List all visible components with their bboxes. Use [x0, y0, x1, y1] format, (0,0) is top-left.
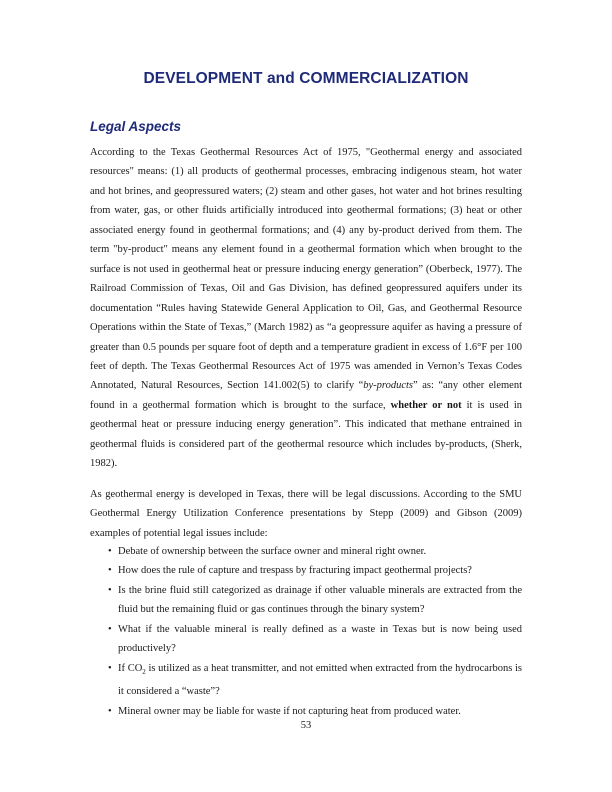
bullet-icon: • [108, 584, 112, 596]
subscript-text: 2 [142, 667, 146, 676]
legal-issues-list [90, 542, 522, 721]
list-item [90, 702, 522, 721]
section-heading: Legal Aspects [90, 119, 182, 134]
bullet-icon: • [108, 623, 112, 635]
paragraph-legal-discussions: As geothermal energy is developed in Texas, there will be legal discussions. According to the SMU Geothermal Energy Utilization Conference presentations by Stepp (2009) and Gibson (2009) examples of potential legal issues include: [90, 489, 522, 539]
list-item [90, 561, 522, 580]
page-title: DEVELOPMENT and COMMERCIALIZATION [143, 70, 469, 87]
bold-phrase: whether or not [390, 399, 462, 411]
list-item-text: What if the valuable mineral is really defined as a waste in Texas but is now being used productively? [118, 623, 522, 655]
bullet-icon: • [108, 705, 112, 717]
list-item [90, 620, 522, 659]
italic-term: by-products [363, 380, 414, 392]
list-item-text: Mineral owner may be liable for waste if not capturing heat from produced water. [118, 705, 461, 717]
list-item [90, 581, 522, 620]
list-item-text: Debate of ownership between the surface owner and mineral right owner. [118, 546, 427, 557]
list-item-text: How does the rule of capture and trespass by fracturing impact geothermal projects? [118, 565, 472, 577]
paragraph-text: According to the Texas Geothermal Resources Act of 1975, "Geothermal energy and associated resources" means: (1) all products of geothermal processes, embracing indigenous steam, hot water and hot brines, and geopressured waters; (2) steam and other gases, hot water and hot brines resulting from water, gas, or other fluids artificially introduced into geothermal formations; (3) heat or other associated energy found in geothermal formations; and (4) any by-product derived from them. The term "by-product" means any element found in a geothermal formation which when brought to the surface is not used in geothermal heat or pressure inducing energy generation” (Oberbeck, 1977). The Railroad Commission of Texas, Oil and Gas Division, has defined geopressured aquifers under its documentation “Rules having Statewide General Application to Oil, Gas, and Geothermal Resource Operations within the State of Texas,” (March 1982) as “a geopressure aquifer as having a pressure of greater than 0.5 pounds per square foot of depth and a temperature gradient in excess of 1.6°F per 100 feet of depth. The Texas Geothermal Resources Act of 1975 was amended in Vernon’s Texas Codes Annotated, Natural Resources, Section 141.002(5) to clarify “ [90, 147, 522, 392]
paragraph-legal-definition [90, 143, 522, 474]
paragraph-text: it is used in geothermal heat or pressure inducing energy generation”. This indicated that methane entrained in geothermal fluids is considered part of the geothermal resource which includes by-products, (Sherk, 1982). [90, 399, 523, 470]
list-item [90, 542, 522, 561]
bullet-icon: • [108, 565, 112, 577]
paragraph-text: ” as: “any other element found in a geothermal formation which is brought to the surface, [90, 380, 523, 411]
list-item-text: Is the brine fluid still categorized as drainage if other valuable minerals are extracted from the fluid but the remaining fluid or gas continues through the binary system? [118, 584, 522, 616]
list-item-text: is utilized as a heat transmitter, and not emitted when extracted from the hydrocarbons is it considered a “waste”? [118, 662, 522, 698]
list-item-text: If CO [118, 662, 143, 674]
bullet-icon: • [108, 546, 112, 557]
list-item [90, 659, 522, 702]
bullet-icon: • [108, 662, 112, 674]
page-number: 53 [300, 720, 312, 731]
